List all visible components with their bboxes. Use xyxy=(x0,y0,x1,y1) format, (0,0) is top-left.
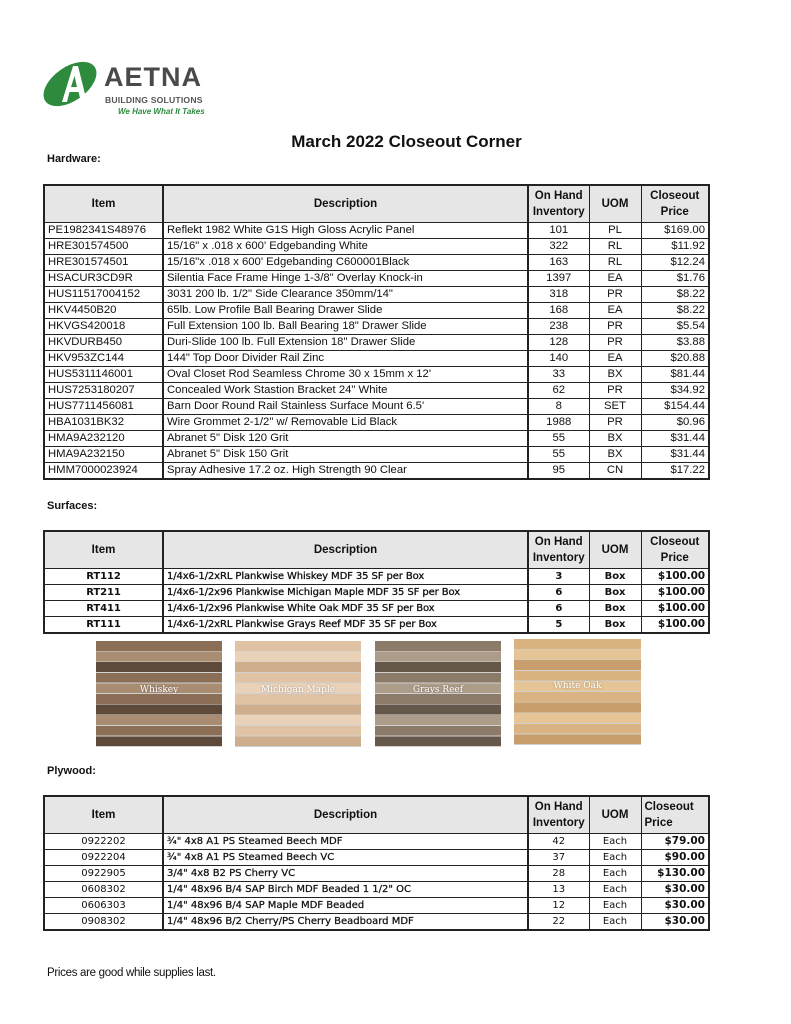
cell-item: HBA1031BK32 xyxy=(44,415,163,431)
table-row xyxy=(44,303,709,319)
cell-uom: Box xyxy=(589,585,641,601)
cell-item: 0922202 xyxy=(44,834,163,850)
table-row xyxy=(44,601,709,617)
cell-price: $5.54 xyxy=(641,319,709,335)
cell-uom: Box xyxy=(589,617,641,634)
table-row xyxy=(44,223,709,239)
cell-price: $100.00 xyxy=(641,617,709,634)
cell-inventory: 33 xyxy=(528,367,589,383)
cell-description: 65lb. Low Profile Ball Bearing Drawer Slide xyxy=(163,303,528,319)
cell-inventory: 55 xyxy=(528,447,589,463)
cell-price: $30.00 xyxy=(641,914,709,931)
table-row xyxy=(44,569,709,585)
column-header-inventory: On Hand Inventory xyxy=(528,185,589,223)
column-header-inventory: On Hand Inventory xyxy=(528,531,589,569)
column-header-item: Item xyxy=(44,185,163,223)
swatch-label: Michigan Maple xyxy=(260,685,336,695)
cell-description: Spray Adhesive 17.2 oz. High Strength 90 Clear xyxy=(163,463,528,480)
cell-price: $90.00 xyxy=(641,850,709,866)
cell-price: $79.00 xyxy=(641,834,709,850)
hardware-table-body xyxy=(44,223,709,480)
cell-description: 1/4x6-1/2xRL Plankwise Whiskey MDF 35 SF per Box xyxy=(163,569,528,585)
cell-item: HUS7711456081 xyxy=(44,399,163,415)
cell-description: 1/4x6-1/2x96 Plankwise Michigan Maple MDF 35 SF per Box xyxy=(163,585,528,601)
cell-item: 0608302 xyxy=(44,882,163,898)
cell-price: $130.00 xyxy=(641,866,709,882)
cell-description: 3031 200 lb. 1/2" Side Clearance 350mm/14" xyxy=(163,287,528,303)
column-header-uom: UOM xyxy=(589,796,641,834)
cell-price: $3.88 xyxy=(641,335,709,351)
cell-item: 0922204 xyxy=(44,850,163,866)
cell-item: HMA9A232120 xyxy=(44,431,163,447)
section-label-hardware: Hardware: xyxy=(47,153,101,165)
cell-description: 15/16" x .018 x 600' Edgebanding White xyxy=(163,239,528,255)
cell-description: Silentia Face Frame Hinge 1-3/8" Overlay Knock-in xyxy=(163,271,528,287)
column-header-price: Closeout Price xyxy=(641,796,709,834)
surfaces-table xyxy=(43,530,710,634)
cell-uom: Each xyxy=(589,882,641,898)
table-row xyxy=(44,431,709,447)
page-title: March 2022 Closeout Corner xyxy=(291,132,522,151)
cell-item: RT211 xyxy=(44,585,163,601)
cell-price: $81.44 xyxy=(641,367,709,383)
cell-item: HKV953ZC144 xyxy=(44,351,163,367)
swatch-grays-reef xyxy=(375,641,501,747)
cell-inventory: 5 xyxy=(528,617,589,634)
cell-item: 0606303 xyxy=(44,898,163,914)
cell-description: Wire Grommet 2-1/2" w/ Removable Lid Black xyxy=(163,415,528,431)
cell-inventory: 6 xyxy=(528,585,589,601)
cell-uom: Each xyxy=(589,914,641,931)
cell-price: $0.96 xyxy=(641,415,709,431)
cell-inventory: 168 xyxy=(528,303,589,319)
cell-uom: PR xyxy=(589,335,641,351)
column-header-description: Description xyxy=(163,796,528,834)
cell-item: RT112 xyxy=(44,569,163,585)
cell-uom: RL xyxy=(589,255,641,271)
cell-price: $8.22 xyxy=(641,287,709,303)
cell-description: ¾" 4x8 A1 PS Steamed Beech MDF xyxy=(163,834,528,850)
cell-price: $100.00 xyxy=(641,569,709,585)
cell-uom: Each xyxy=(589,850,641,866)
section-label-plywood: Plywood: xyxy=(47,765,96,777)
cell-item: HUS11517004152 xyxy=(44,287,163,303)
cell-item: HRE301574501 xyxy=(44,255,163,271)
plywood-table xyxy=(43,795,710,931)
cell-description: 15/16"x .018 x 600' Edgebanding C600001Black xyxy=(163,255,528,271)
table-header-row xyxy=(44,185,709,223)
logo-tagline: We Have What It Takes xyxy=(118,107,205,116)
cell-uom: Each xyxy=(589,866,641,882)
cell-description: 144" Top Door Divider Rail Zinc xyxy=(163,351,528,367)
cell-description: 1/4x6-1/2x96 Plankwise White Oak MDF 35 SF per Box xyxy=(163,601,528,617)
table-row xyxy=(44,271,709,287)
cell-inventory: 12 xyxy=(528,898,589,914)
table-row xyxy=(44,383,709,399)
table-row xyxy=(44,882,709,898)
cell-uom: Each xyxy=(589,834,641,850)
cell-inventory: 28 xyxy=(528,866,589,882)
cell-item: HMM7000023924 xyxy=(44,463,163,480)
cell-inventory: 1397 xyxy=(528,271,589,287)
cell-description: 1/4" 48x96 B/2 Cherry/PS Cherry Beadboard MDF xyxy=(163,914,528,931)
cell-price: $34.92 xyxy=(641,383,709,399)
cell-price: $17.22 xyxy=(641,463,709,480)
table-row xyxy=(44,447,709,463)
logo-brand: AETNA xyxy=(104,62,202,92)
table-row xyxy=(44,319,709,335)
table-row xyxy=(44,367,709,383)
cell-uom: PR xyxy=(589,415,641,431)
cell-price: $12.24 xyxy=(641,255,709,271)
column-header-description: Description xyxy=(163,531,528,569)
column-header-description: Description xyxy=(163,185,528,223)
column-header-price: Closeout Price xyxy=(641,531,709,569)
table-row xyxy=(44,850,709,866)
cell-inventory: 238 xyxy=(528,319,589,335)
cell-inventory: 318 xyxy=(528,287,589,303)
cell-uom: EA xyxy=(589,303,641,319)
logo-subtitle: BUILDING SOLUTIONS xyxy=(105,95,203,105)
cell-uom: EA xyxy=(589,351,641,367)
cell-price: $30.00 xyxy=(641,882,709,898)
cell-price: $169.00 xyxy=(641,223,709,239)
cell-description: Oval Closet Rod Seamless Chrome 30 x 15mm x 12' xyxy=(163,367,528,383)
cell-item: RT111 xyxy=(44,617,163,634)
cell-inventory: 163 xyxy=(528,255,589,271)
cell-item: HMA9A232150 xyxy=(44,447,163,463)
cell-inventory: 101 xyxy=(528,223,589,239)
cell-inventory: 8 xyxy=(528,399,589,415)
cell-price: $8.22 xyxy=(641,303,709,319)
cell-uom: PL xyxy=(589,223,641,239)
cell-description: Concealed Work Stastion Bracket 24" White xyxy=(163,383,528,399)
cell-description: 1/4" 48x96 B/4 SAP Birch MDF Beaded 1 1/2" OC xyxy=(163,882,528,898)
hardware-table xyxy=(43,184,710,480)
cell-price: $30.00 xyxy=(641,898,709,914)
column-header-item: Item xyxy=(44,531,163,569)
cell-description: Reflekt 1982 White G1S High Gloss Acrylic Panel xyxy=(163,223,528,239)
cell-price: $31.44 xyxy=(641,431,709,447)
cell-uom: BX xyxy=(589,431,641,447)
surfaces-table-body xyxy=(44,569,709,634)
cell-uom: Box xyxy=(589,569,641,585)
table-row xyxy=(44,239,709,255)
cell-inventory: 22 xyxy=(528,914,589,931)
cell-item: PE1982341S48976 xyxy=(44,223,163,239)
cell-description: Barn Door Round Rail Stainless Surface Mount 6.5' xyxy=(163,399,528,415)
table-row xyxy=(44,287,709,303)
cell-uom: SET xyxy=(589,399,641,415)
cell-price: $154.44 xyxy=(641,399,709,415)
cell-uom: RL xyxy=(589,239,641,255)
cell-item: RT411 xyxy=(44,601,163,617)
cell-price: $100.00 xyxy=(641,585,709,601)
column-header-uom: UOM xyxy=(589,531,641,569)
cell-item: HSACUR3CD9R xyxy=(44,271,163,287)
cell-uom: PR xyxy=(589,319,641,335)
cell-description: Abranet 5" Disk 120 Grit xyxy=(163,431,528,447)
cell-inventory: 6 xyxy=(528,601,589,617)
cell-inventory: 322 xyxy=(528,239,589,255)
cell-description: 1/4" 48x96 B/4 SAP Maple MDF Beaded xyxy=(163,898,528,914)
table-row xyxy=(44,834,709,850)
cell-item: HKV4450B20 xyxy=(44,303,163,319)
table-row xyxy=(44,335,709,351)
cell-inventory: 13 xyxy=(528,882,589,898)
footer-note: Prices are good while supplies last. xyxy=(47,967,216,979)
cell-price: $11.92 xyxy=(641,239,709,255)
column-header-item: Item xyxy=(44,796,163,834)
cell-uom: Each xyxy=(589,898,641,914)
column-header-uom: UOM xyxy=(589,185,641,223)
swatch-label: White Oak xyxy=(553,681,602,691)
cell-uom: EA xyxy=(589,271,641,287)
company-logo xyxy=(40,58,210,120)
cell-uom: CN xyxy=(589,463,641,480)
swatch-label: Grays Reef xyxy=(412,685,464,695)
cell-description: Duri-Slide 100 lb. Full Extension 18" Drawer Slide xyxy=(163,335,528,351)
cell-inventory: 62 xyxy=(528,383,589,399)
swatch-michigan-maple xyxy=(235,641,361,747)
cell-uom: Box xyxy=(589,601,641,617)
cell-description: Abranet 5" Disk 150 Grit xyxy=(163,447,528,463)
cell-price: $20.88 xyxy=(641,351,709,367)
cell-uom: BX xyxy=(589,447,641,463)
cell-inventory: 140 xyxy=(528,351,589,367)
table-row xyxy=(44,399,709,415)
swatch-white-oak xyxy=(514,639,641,745)
cell-item: HUS7253180207 xyxy=(44,383,163,399)
column-header-inventory: On Hand Inventory xyxy=(528,796,589,834)
table-row xyxy=(44,351,709,367)
cell-price: $31.44 xyxy=(641,447,709,463)
swatch-label: Whiskey xyxy=(139,685,179,695)
table-row xyxy=(44,585,709,601)
plywood-table-body xyxy=(44,834,709,931)
swatch-whiskey xyxy=(96,641,222,747)
table-row xyxy=(44,866,709,882)
cell-item: HKVDURB450 xyxy=(44,335,163,351)
cell-item: HUS5311146001 xyxy=(44,367,163,383)
cell-price: $1.76 xyxy=(641,271,709,287)
cell-item: 0908302 xyxy=(44,914,163,931)
cell-inventory: 42 xyxy=(528,834,589,850)
cell-uom: PR xyxy=(589,383,641,399)
table-row xyxy=(44,898,709,914)
cell-description: Full Extension 100 lb. Ball Bearing 18" Drawer Slide xyxy=(163,319,528,335)
table-row xyxy=(44,415,709,431)
cell-item: HKVGS420018 xyxy=(44,319,163,335)
cell-description: ¾" 4x8 A1 PS Steamed Beech VC xyxy=(163,850,528,866)
cell-inventory: 128 xyxy=(528,335,589,351)
section-label-surfaces: Surfaces: xyxy=(47,500,98,512)
cell-inventory: 1988 xyxy=(528,415,589,431)
cell-uom: PR xyxy=(589,287,641,303)
table-header-row xyxy=(44,531,709,569)
table-row xyxy=(44,255,709,271)
cell-description: 3/4" 4x8 B2 PS Cherry VC xyxy=(163,866,528,882)
table-row xyxy=(44,617,709,634)
cell-inventory: 55 xyxy=(528,431,589,447)
table-row xyxy=(44,914,709,931)
cell-inventory: 37 xyxy=(528,850,589,866)
cell-uom: BX xyxy=(589,367,641,383)
cell-item: 0922905 xyxy=(44,866,163,882)
aetna-a-logo-icon xyxy=(40,58,104,110)
cell-inventory: 95 xyxy=(528,463,589,480)
column-header-price: Closeout Price xyxy=(641,185,709,223)
table-header-row xyxy=(44,796,709,834)
table-row xyxy=(44,463,709,480)
cell-price: $100.00 xyxy=(641,601,709,617)
cell-inventory: 3 xyxy=(528,569,589,585)
cell-description: 1/4x6-1/2xRL Plankwise Grays Reef MDF 35 SF per Box xyxy=(163,617,528,634)
cell-item: HRE301574500 xyxy=(44,239,163,255)
